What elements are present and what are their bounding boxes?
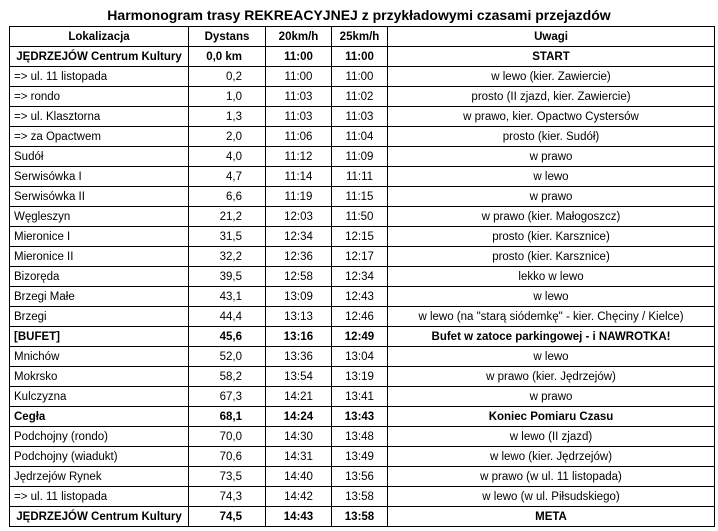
header-row bbox=[10, 27, 715, 47]
notes-cell: prosto (II zjazd, kier. Zawiercie) bbox=[388, 87, 715, 107]
time-20kmh-cell: 11:19 bbox=[266, 187, 332, 207]
time-25kmh-cell: 13:49 bbox=[332, 447, 388, 467]
distance-cell: 74,5 bbox=[189, 507, 266, 527]
location-cell: => ul. Klasztorna bbox=[10, 107, 189, 127]
table-row bbox=[10, 47, 715, 67]
notes-cell: w prawo (kier. Jędrzejów) bbox=[388, 367, 715, 387]
table-row bbox=[10, 87, 715, 107]
location-cell: Podchojny (wiadukt) bbox=[10, 447, 189, 467]
time-25kmh-cell: 13:48 bbox=[332, 427, 388, 447]
distance-cell: 2,0 bbox=[189, 127, 266, 147]
distance-cell: 1,0 bbox=[189, 87, 266, 107]
time-20kmh-cell: 14:30 bbox=[266, 427, 332, 447]
time-20kmh-cell: 11:00 bbox=[266, 67, 332, 87]
table-row bbox=[10, 187, 715, 207]
time-20kmh-cell: 11:14 bbox=[266, 167, 332, 187]
time-25kmh-cell: 11:50 bbox=[332, 207, 388, 227]
time-25kmh-cell: 11:15 bbox=[332, 187, 388, 207]
distance-cell: 70,0 bbox=[189, 427, 266, 447]
location-cell: Sudół bbox=[10, 147, 189, 167]
location-cell: => ul. 11 listopada bbox=[10, 487, 189, 507]
location-cell: Kulczyzna bbox=[10, 387, 189, 407]
table-row bbox=[10, 467, 715, 487]
time-20kmh-cell: 11:03 bbox=[266, 87, 332, 107]
notes-cell: prosto (kier. Sudół) bbox=[388, 127, 715, 147]
time-20kmh-cell: 14:24 bbox=[266, 407, 332, 427]
location-cell: Brzegi bbox=[10, 307, 189, 327]
time-25kmh-cell: 11:02 bbox=[332, 87, 388, 107]
notes-cell: w lewo (w ul. Piłsudskiego) bbox=[388, 487, 715, 507]
notes-cell: lekko w lewo bbox=[388, 267, 715, 287]
distance-cell: 6,6 bbox=[189, 187, 266, 207]
distance-cell: 52,0 bbox=[189, 347, 266, 367]
distance-cell: 31,5 bbox=[189, 227, 266, 247]
location-cell: Cegła bbox=[10, 407, 189, 427]
time-25kmh-cell: 11:09 bbox=[332, 147, 388, 167]
time-25kmh-cell: 11:04 bbox=[332, 127, 388, 147]
table-row bbox=[10, 347, 715, 367]
time-20kmh-cell: 14:43 bbox=[266, 507, 332, 527]
distance-cell: 1,3 bbox=[189, 107, 266, 127]
table-row bbox=[10, 127, 715, 147]
notes-cell: w lewo (II zjazd) bbox=[388, 427, 715, 447]
distance-cell: 73,5 bbox=[189, 467, 266, 487]
time-25kmh-cell: 11:11 bbox=[332, 167, 388, 187]
notes-cell: w prawo bbox=[388, 187, 715, 207]
header-time-20kmh: 20km/h bbox=[266, 27, 332, 47]
time-20kmh-cell: 11:06 bbox=[266, 127, 332, 147]
time-25kmh-cell: 13:56 bbox=[332, 467, 388, 487]
notes-cell: w prawo bbox=[388, 387, 715, 407]
time-25kmh-cell: 12:49 bbox=[332, 327, 388, 347]
time-20kmh-cell: 12:03 bbox=[266, 207, 332, 227]
time-20kmh-cell: 13:09 bbox=[266, 287, 332, 307]
notes-cell: prosto (kier. Karsznice) bbox=[388, 227, 715, 247]
time-20kmh-cell: 13:36 bbox=[266, 347, 332, 367]
location-cell: => rondo bbox=[10, 87, 189, 107]
notes-cell: w lewo (na "starą siódemkę" - kier. Chęciny / Kielce) bbox=[388, 307, 715, 327]
location-cell: Serwisówka I bbox=[10, 167, 189, 187]
time-25kmh-cell: 13:41 bbox=[332, 387, 388, 407]
time-25kmh-cell: 12:15 bbox=[332, 227, 388, 247]
location-cell: Mokrsko bbox=[10, 367, 189, 387]
notes-cell: START bbox=[388, 47, 715, 67]
table-body bbox=[10, 47, 715, 527]
notes-cell: prosto (kier. Karsznice) bbox=[388, 247, 715, 267]
distance-cell: 44,4 bbox=[189, 307, 266, 327]
header-location: Lokalizacja bbox=[10, 27, 189, 47]
distance-cell: 32,2 bbox=[189, 247, 266, 267]
time-25kmh-cell: 13:43 bbox=[332, 407, 388, 427]
time-25kmh-cell: 11:00 bbox=[332, 67, 388, 87]
distance-cell: 4,0 bbox=[189, 147, 266, 167]
header-distance: Dystans bbox=[189, 27, 266, 47]
distance-cell: 45,6 bbox=[189, 327, 266, 347]
location-cell: Węgleszyn bbox=[10, 207, 189, 227]
table-row bbox=[10, 407, 715, 427]
location-cell: Mnichów bbox=[10, 347, 189, 367]
notes-cell: Koniec Pomiaru Czasu bbox=[388, 407, 715, 427]
notes-cell: w prawo bbox=[388, 147, 715, 167]
time-25kmh-cell: 12:34 bbox=[332, 267, 388, 287]
table-row bbox=[10, 287, 715, 307]
time-20kmh-cell: 13:54 bbox=[266, 367, 332, 387]
table-row bbox=[10, 147, 715, 167]
time-25kmh-cell: 11:03 bbox=[332, 107, 388, 127]
time-20kmh-cell: 13:16 bbox=[266, 327, 332, 347]
table-row bbox=[10, 227, 715, 247]
table-row bbox=[10, 247, 715, 267]
distance-cell: 70,6 bbox=[189, 447, 266, 467]
time-20kmh-cell: 11:03 bbox=[266, 107, 332, 127]
distance-cell: 39,5 bbox=[189, 267, 266, 287]
location-cell: Serwisówka II bbox=[10, 187, 189, 207]
table-row bbox=[10, 207, 715, 227]
table-row bbox=[10, 487, 715, 507]
location-cell: => za Opactwem bbox=[10, 127, 189, 147]
notes-cell: w lewo bbox=[388, 167, 715, 187]
location-cell: Jędrzejów Rynek bbox=[10, 467, 189, 487]
table-row bbox=[10, 67, 715, 87]
notes-cell: Bufet w zatoce parkingowej - i NAWROTKA! bbox=[388, 327, 715, 347]
time-20kmh-cell: 14:21 bbox=[266, 387, 332, 407]
distance-cell: 43,1 bbox=[189, 287, 266, 307]
location-cell: Mieronice I bbox=[10, 227, 189, 247]
time-25kmh-cell: 13:19 bbox=[332, 367, 388, 387]
time-25kmh-cell: 12:17 bbox=[332, 247, 388, 267]
time-25kmh-cell: 12:46 bbox=[332, 307, 388, 327]
notes-cell: w prawo, kier. Opactwo Cystersów bbox=[388, 107, 715, 127]
time-25kmh-cell: 11:00 bbox=[332, 47, 388, 67]
time-20kmh-cell: 12:36 bbox=[266, 247, 332, 267]
table-row bbox=[10, 367, 715, 387]
location-cell: Mieronice II bbox=[10, 247, 189, 267]
location-cell: [BUFET] bbox=[10, 327, 189, 347]
notes-cell: w prawo (w ul. 11 listopada) bbox=[388, 467, 715, 487]
notes-cell: w prawo (kier. Małogoszcz) bbox=[388, 207, 715, 227]
header-notes: Uwagi bbox=[388, 27, 715, 47]
notes-cell: w lewo bbox=[388, 287, 715, 307]
table-row bbox=[10, 427, 715, 447]
distance-cell: 0,0 km bbox=[189, 47, 266, 67]
time-20kmh-cell: 11:00 bbox=[266, 47, 332, 67]
time-25kmh-cell: 12:43 bbox=[332, 287, 388, 307]
time-20kmh-cell: 11:12 bbox=[266, 147, 332, 167]
distance-cell: 67,3 bbox=[189, 387, 266, 407]
notes-cell: w lewo bbox=[388, 347, 715, 367]
schedule-table bbox=[9, 26, 715, 527]
notes-cell: w lewo (kier. Zawiercie) bbox=[388, 67, 715, 87]
time-20kmh-cell: 14:31 bbox=[266, 447, 332, 467]
distance-cell: 21,2 bbox=[189, 207, 266, 227]
time-20kmh-cell: 14:40 bbox=[266, 467, 332, 487]
table-row bbox=[10, 267, 715, 287]
distance-cell: 74,3 bbox=[189, 487, 266, 507]
location-cell: => ul. 11 listopada bbox=[10, 67, 189, 87]
distance-cell: 4,7 bbox=[189, 167, 266, 187]
table-row bbox=[10, 307, 715, 327]
distance-cell: 0,2 bbox=[189, 67, 266, 87]
table-row bbox=[10, 507, 715, 527]
table-row bbox=[10, 107, 715, 127]
time-20kmh-cell: 14:42 bbox=[266, 487, 332, 507]
notes-cell: META bbox=[388, 507, 715, 527]
header-time-25kmh: 25km/h bbox=[332, 27, 388, 47]
table-row bbox=[10, 387, 715, 407]
distance-cell: 68,1 bbox=[189, 407, 266, 427]
time-25kmh-cell: 13:58 bbox=[332, 507, 388, 527]
time-25kmh-cell: 13:04 bbox=[332, 347, 388, 367]
time-20kmh-cell: 12:34 bbox=[266, 227, 332, 247]
location-cell: JĘDRZEJÓW Centrum Kultury bbox=[10, 507, 189, 527]
distance-cell: 58,2 bbox=[189, 367, 266, 387]
location-cell: JĘDRZEJÓW Centrum Kultury bbox=[10, 47, 189, 67]
location-cell: Podchojny (rondo) bbox=[10, 427, 189, 447]
notes-cell: w lewo (kier. Jędrzejów) bbox=[388, 447, 715, 467]
location-cell: Brzegi Małe bbox=[10, 287, 189, 307]
document-title: Harmonogram trasy REKREACYJNEJ z przykładowymi czasami przejazdów bbox=[107, 7, 611, 23]
table-row bbox=[10, 327, 715, 347]
time-20kmh-cell: 13:13 bbox=[266, 307, 332, 327]
location-cell: Bizoręda bbox=[10, 267, 189, 287]
table-row bbox=[10, 167, 715, 187]
table-row bbox=[10, 447, 715, 467]
time-25kmh-cell: 13:58 bbox=[332, 487, 388, 507]
time-20kmh-cell: 12:58 bbox=[266, 267, 332, 287]
